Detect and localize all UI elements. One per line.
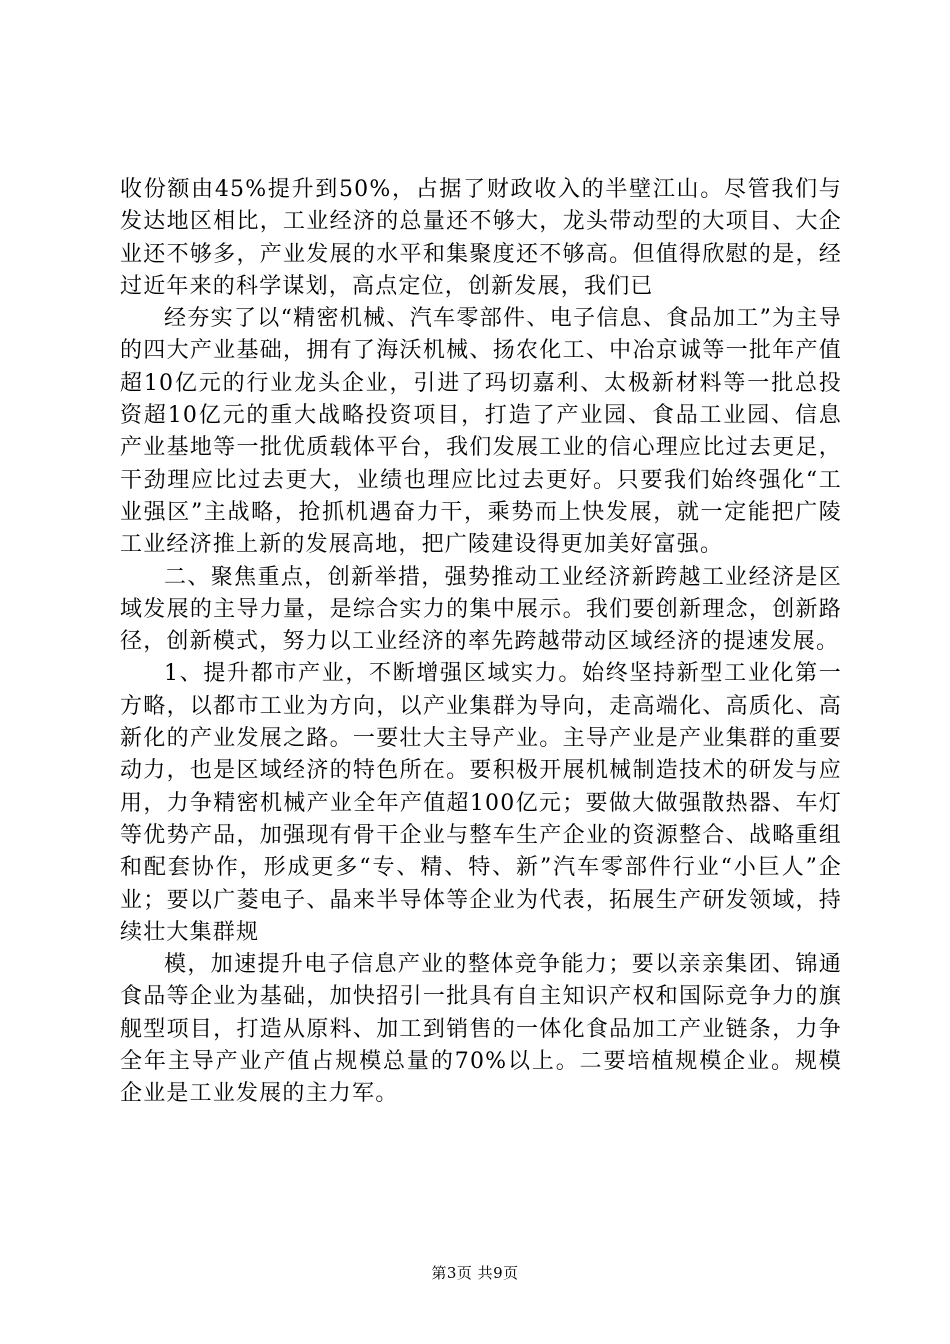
paragraph-urban-industry: 1、提升都市产业，不断增强区域实力。始终坚持新型工业化第一方略，以都市工业为方向，以产业集群为导向，走高端化、高质化、高新化的产业发展之路。一要壮大主导产业。主导产业是产业集群的重要动力，也是区域经济的特色所在。要积极开展机械制造技术的研发与应用，力争精密机械产业全年产值超100亿元；要做大做强散热器、车灯等优势产品，加强现有骨干企业与整车生产企业的资源整合、战略重组和配套协作，形成更多“专、精、特、新”汽车零部件行业“小巨人”企业；要以广菱电子、晶来半导体等企业为代表，拓展生产研发领域，持续壮大集群规 bbox=[120, 661, 842, 945]
paragraph-section-two: 二、聚焦重点，创新举措，强势推动工业经济新跨越工业经济是区域发展的主导力量，是综合实力的集中展示。我们要创新理念，创新路径，创新模式，努力以工业经济的率先跨越带动区域经济的提速发展。 bbox=[120, 564, 842, 655]
page-number-footer: 第3页 共9页 bbox=[431, 1264, 519, 1282]
paragraph-continuation: 收份额由45%提升到50%，占据了财政收入的半壁江山。尽管我们与发达地区相比，工业经济的总量还不够大，龙头带动型的大项目、大企业还不够多，产业发展的水平和集聚度还不够高。但值得欣慰的是，经过近年来的科学谋划，高点定位，创新发展，我们已 bbox=[120, 177, 842, 299]
document-body bbox=[120, 174, 842, 1111]
paragraph-scale-enterprises: 模，加速提升电子信息产业的整体竞争能力；要以亲亲集团、锦通食品等企业为基础，加快招引一批具有自主知识产权和国际竞争力的旗舰型项目，打造从原料、加工到销售的一体化食品加工产业链条，力争全年主导产业产值占规模总量的70%以上。二要培植规模企业。规模企业是工业发展的主力军。 bbox=[120, 952, 842, 1107]
paragraph-industry-base: 经夯实了以“精密机械、汽车零部件、电子信息、食品加工”为主导的四大产业基础，拥有了海沃机械、扬农化工、中冶京诚等一批年产值超10亿元的行业龙头企业，引进了玛切嘉利、太极新材料等一批总投资超10亿元的重大战略投资项目，打造了产业园、食品工业园、信息产业基地等一批优质载体平台，我们发展工业的信心理应比过去更足，干劲理应比过去更大，业绩也理应比过去更好。只要我们始终强化“工业强区”主战略，抢抓机遇奋力干，乘势而上快发展，就一定能把广陵工业经济推上新的发展高地，把广陵建设得更加美好富强。 bbox=[120, 306, 842, 558]
